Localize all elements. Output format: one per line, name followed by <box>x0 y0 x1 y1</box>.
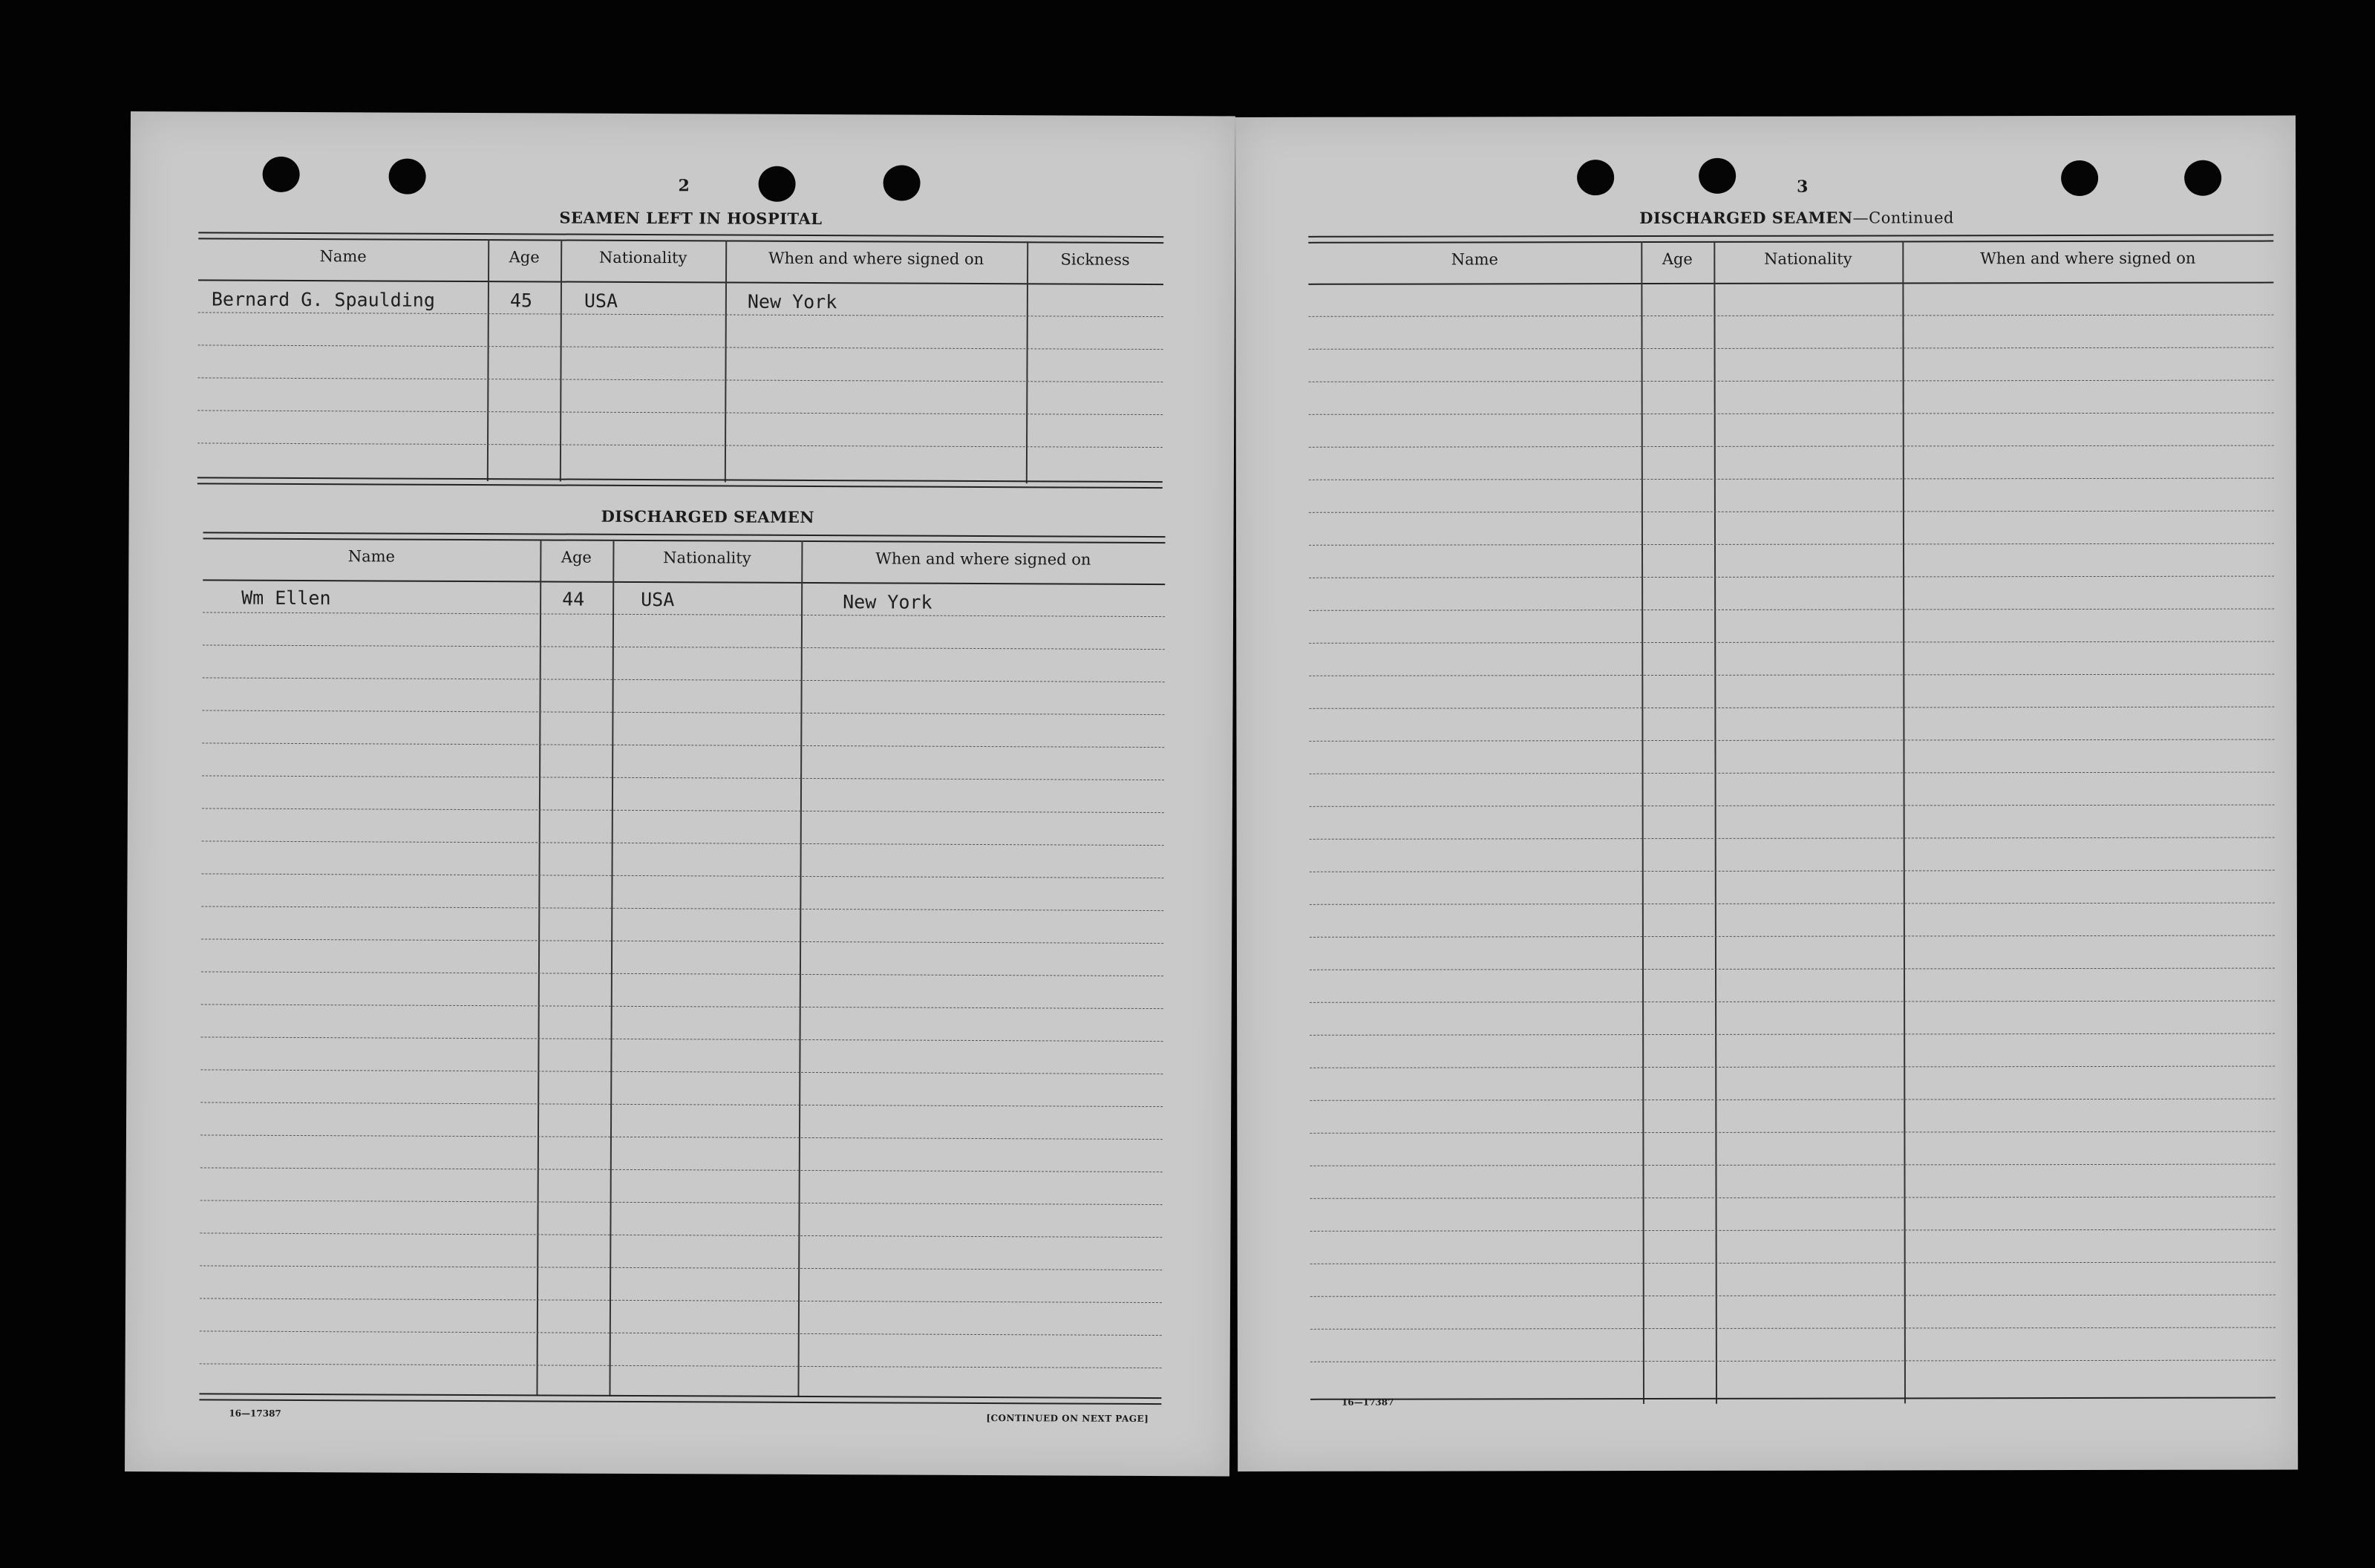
col-header-nationality: Nationality <box>598 248 687 267</box>
hospital-row-name: Bernard G. Spaulding <box>211 288 435 311</box>
hospital-row-signed-on: New York <box>747 290 837 313</box>
punch-hole-icon <box>2061 160 2098 196</box>
col-header-signed-on: When and where signed on <box>875 549 1091 569</box>
hospital-row-age: 45 <box>509 290 533 312</box>
discharged-row-name: Wm Ellen <box>241 587 331 610</box>
col-header-name: Name <box>347 547 396 566</box>
col-header-signed-on: When and where signed on <box>768 249 984 269</box>
punch-hole-icon <box>263 157 300 192</box>
hospital-row-nationality: USA <box>584 290 618 312</box>
form-code: 16—17387 <box>229 1408 281 1419</box>
punch-hole-icon <box>1577 160 1614 195</box>
col-header-nationality: Nationality <box>663 549 751 567</box>
col-header-sickness: Sickness <box>1060 250 1130 269</box>
discharged-table <box>199 532 1165 1403</box>
col-header-signed-on: When and where signed on <box>1980 249 2196 268</box>
right-page <box>1235 116 2298 1471</box>
col-header-name: Name <box>319 247 367 266</box>
page-number: 2 <box>678 176 690 196</box>
form-code: 16—17387 <box>1342 1396 1394 1408</box>
col-header-name: Name <box>1451 250 1498 269</box>
discharged-row-age: 44 <box>562 588 585 610</box>
col-header-nationality: Nationality <box>1764 249 1852 268</box>
discharged-row-signed-on: New York <box>843 591 932 613</box>
col-header-age: Age <box>561 548 592 566</box>
discharged-row-nationality: USA <box>641 589 675 611</box>
col-header-age: Age <box>1662 249 1693 268</box>
discharged-continued-title: DISCHARGED SEAMEN—Continued <box>1639 208 1954 228</box>
discharged-section-title: DISCHARGED SEAMEN <box>601 506 815 527</box>
discharged-continued-table <box>1308 235 2276 1405</box>
punch-hole-icon <box>1699 158 1736 194</box>
hospital-section-title: SEAMEN LEFT IN HOSPITAL <box>559 208 823 229</box>
continued-note: [CONTINUED ON NEXT PAGE] <box>986 1413 1149 1425</box>
hospital-table <box>197 232 1163 489</box>
left-page <box>125 111 1235 1476</box>
punch-hole-icon <box>883 165 920 200</box>
punch-hole-icon <box>758 166 795 202</box>
punch-hole-icon <box>389 159 426 195</box>
punch-hole-icon <box>2184 160 2221 196</box>
col-header-age: Age <box>509 248 540 267</box>
page-number: 3 <box>1797 177 1809 197</box>
